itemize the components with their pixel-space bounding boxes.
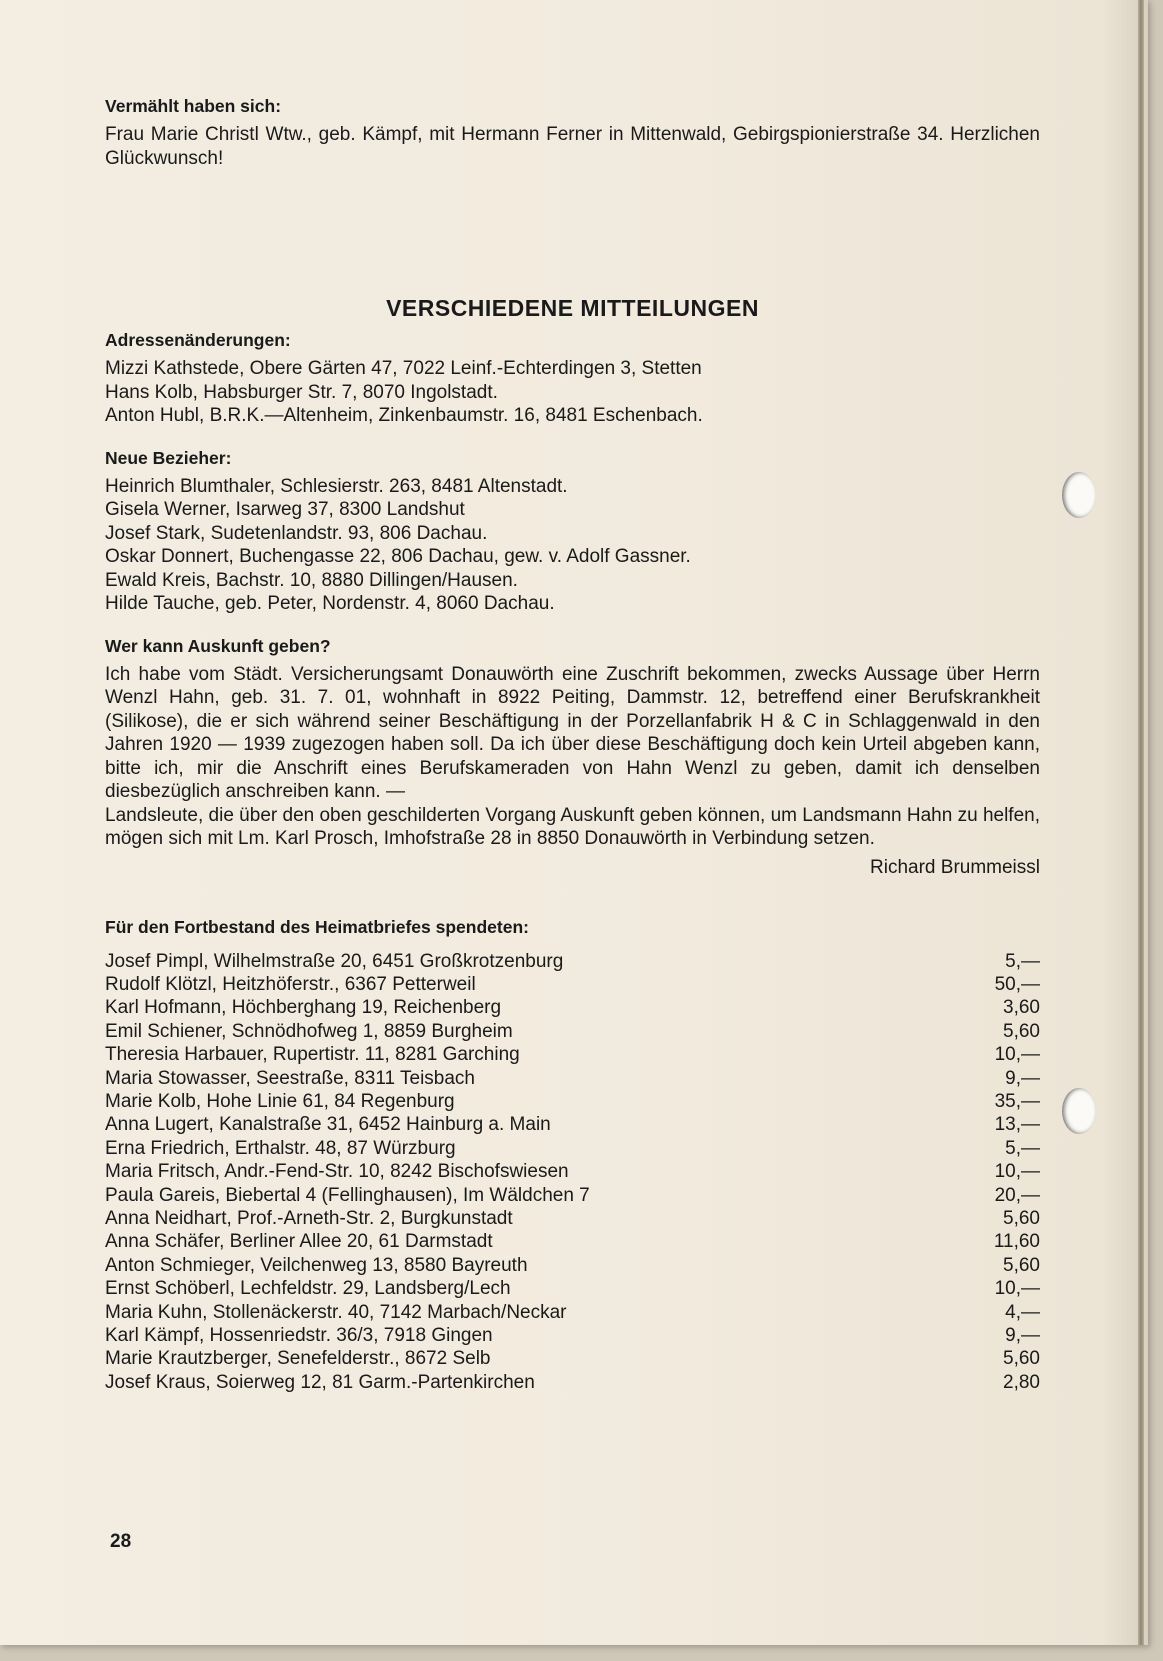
donor-name: Paula Gareis, Biebertal 4 (Fellinghausen), Im Wäldchen 7 <box>105 1184 590 1206</box>
table-row <box>105 973 1040 996</box>
table-row <box>105 1371 1040 1394</box>
table-row <box>105 1301 1040 1324</box>
donor-name: Anna Neidhart, Prof.-Arneth-Str. 2, Burgkunstadt <box>105 1207 513 1229</box>
table-row <box>105 1230 1040 1253</box>
donation-amount: 3,60 <box>1003 997 1040 1019</box>
list-item: Josef Stark, Sudetenlandstr. 93, 806 Dachau. <box>105 522 488 544</box>
donor-name: Anton Schmieger, Veilchenweg 13, 8580 Bayreuth <box>105 1254 528 1276</box>
donation-amount: 50,— <box>994 973 1040 995</box>
section-title: VERSCHIEDENE MITTEILUNGEN <box>386 295 759 321</box>
donor-name: Marie Kolb, Hohe Linie 61, 84 Regenburg <box>105 1090 455 1112</box>
donations-list <box>105 950 1040 1395</box>
donor-name: Erna Friedrich, Erthalstr. 48, 87 Würzburg <box>105 1137 456 1159</box>
list-item: Ewald Kreis, Bachstr. 10, 8880 Dillingen/Hausen. <box>105 569 518 591</box>
table-row <box>105 1090 1040 1113</box>
table-row <box>105 1254 1040 1277</box>
punch-hole-bottom <box>1062 1088 1096 1134</box>
donation-amount: 5,60 <box>1003 1254 1040 1276</box>
donor-name: Karl Kämpf, Hossenriedstr. 36/3, 7918 Gingen <box>105 1325 493 1346</box>
table-row <box>105 1160 1040 1183</box>
signature: Richard Brummeissl <box>870 856 1040 878</box>
donation-amount: 9,— <box>1005 1067 1040 1089</box>
donor-name: Maria Stowasser, Seestraße, 8311 Teisbach <box>105 1067 475 1089</box>
table-row <box>105 1137 1040 1160</box>
table-row <box>105 1043 1040 1066</box>
table-row <box>105 1020 1040 1043</box>
list-item: Anton Hubl, B.R.K.—Altenheim, Zinkenbaumstr. 16, 8481 Eschenbach. <box>105 405 703 426</box>
married-heading: Vermählt haben sich: <box>105 96 282 116</box>
donor-name: Karl Hofmann, Höchberghang 19, Reichenberg <box>105 997 502 1019</box>
new-subscribers-heading: Neue Bezieher: <box>105 447 232 468</box>
donations-section <box>105 917 1040 1395</box>
page-number: 28 <box>110 1531 132 1552</box>
inquiry-heading: Wer kann Auskunft geben? <box>105 635 331 656</box>
donation-amount: 10,— <box>994 1044 1040 1066</box>
donation-amount: 4,— <box>1005 1301 1040 1323</box>
donor-name: Anna Lugert, Kanalstraße 31, 6452 Hainburg a. Main <box>105 1114 551 1136</box>
donation-amount: 5,60 <box>1003 1348 1040 1370</box>
list-item: Gisela Werner, Isarweg 37, 8300 Landshut <box>105 499 465 520</box>
donation-amount: 5,— <box>1005 1137 1040 1159</box>
list-item: Mizzi Kathstede, Obere Gärten 47, 7022 Leinf.-Echterdingen 3, Stetten <box>105 358 702 379</box>
donation-amount: 35,— <box>994 1090 1040 1112</box>
table-row <box>105 996 1040 1019</box>
list-item: Hans Kolb, Habsburger Str. 7, 8070 Ingolstadt. <box>105 381 498 403</box>
donation-amount: 5,— <box>1005 950 1040 972</box>
donation-amount: 10,— <box>994 1278 1040 1300</box>
donor-name: Marie Krautzberger, Senefelderstr., 8672 Selb <box>105 1348 491 1370</box>
inquiry-section <box>105 636 1040 879</box>
donor-name: Maria Kuhn, Stollenäckerstr. 40, 7142 Marbach/Neckar <box>105 1301 567 1323</box>
inquiry-paragraph-2: Landsleute, die über den oben geschilderten Vorgang Auskunft geben können, um Landsmann Hahn zu helfen, mögen sich mit Lm. Karl Prosch, Imhofstraße 28 in 8850 Donauwörth in Verbindung setzen. <box>105 804 1040 849</box>
donor-name: Josef Kraus, Soierweg 12, 81 Garm.-Partenkirchen <box>105 1371 535 1393</box>
donation-amount: 13,— <box>994 1114 1040 1136</box>
donor-name: Josef Pimpl, Wilhelmstraße 20, 6451 Großkrotzenburg <box>105 950 564 972</box>
address-changes-heading: Adressenänderungen: <box>105 330 291 350</box>
list-item: Hilde Tauche, geb. Peter, Nordenstr. 4, 8060 Dachau. <box>105 593 555 614</box>
donation-amount: 2,80 <box>1003 1371 1040 1393</box>
married-section <box>105 96 1040 170</box>
married-text: Frau Marie Christl Wtw., geb. Kämpf, mit Hermann Ferner in Mittenwald, Gebirgspionierstraße 34. Herzlichen Glückwunsch! <box>105 124 1040 169</box>
table-row <box>105 1184 1040 1207</box>
donor-name: Maria Fritsch, Andr.-Fend-Str. 10, 8242 Bischofswiesen <box>105 1161 569 1183</box>
address-changes-section <box>105 330 1040 428</box>
table-row <box>105 1324 1040 1347</box>
table-row <box>105 950 1040 973</box>
donor-name: Emil Schiener, Schnödhofweg 1, 8859 Burgheim <box>105 1020 513 1042</box>
list-item: Heinrich Blumthaler, Schlesierstr. 263, 8481 Altenstadt. <box>105 475 568 497</box>
page-content <box>105 96 1040 1394</box>
table-row <box>105 1347 1040 1370</box>
table-row <box>105 1067 1040 1090</box>
donations-heading: Für den Fortbestand des Heimatbriefes spendeten: <box>105 916 529 937</box>
donation-amount: 11,60 <box>993 1231 1040 1253</box>
donor-name: Theresia Harbauer, Rupertistr. 11, 8281 Garching <box>105 1044 520 1066</box>
list-item: Oskar Donnert, Buchengasse 22, 806 Dachau, gew. v. Adolf Gassner. <box>105 546 691 567</box>
donation-amount: 9,— <box>1005 1325 1040 1346</box>
donor-name: Ernst Schöberl, Lechfeldstr. 29, Landsberg/Lech <box>105 1278 511 1300</box>
table-row <box>105 1113 1040 1136</box>
inquiry-paragraph-1: Ich habe vom Städt. Versicherungsamt Donauwörth eine Zuschrift bekommen, zwecks Aussage über Herrn Wenzl Hahn, geb. 31. 7. 01, wohnhaft in 8922 Peiting, Dammstr. 12, betreffend einer Berufskrankheit (Silikose), die er sich während seiner Beschäftigung in der Porzellanfabrik H & C in Schlaggenwald in den Jahren 1920 — 1939 zugezogen haben soll. Da ich über diese Beschäftigung doch kein Urteil abgeben kann, bitte ich, mir die Anschrift eines Berufskameraden von Hahn Wenzl zu geben, damit ich denselben diesbezüglich anschreiben kann. — <box>105 663 1040 802</box>
table-row <box>105 1207 1040 1230</box>
donor-name: Rudolf Klötzl, Heitzhöferstr., 6367 Petterweil <box>105 973 476 995</box>
new-subscribers-section <box>105 448 1040 616</box>
donor-name: Anna Schäfer, Berliner Allee 20, 61 Darmstadt <box>105 1231 493 1253</box>
donation-amount: 5,60 <box>1003 1207 1040 1229</box>
donation-amount: 5,60 <box>1003 1020 1040 1042</box>
binding-edge <box>1138 0 1144 1645</box>
donation-amount: 20,— <box>994 1184 1040 1206</box>
punch-hole-top <box>1062 472 1096 518</box>
table-row <box>105 1277 1040 1300</box>
donation-amount: 10,— <box>994 1161 1040 1183</box>
